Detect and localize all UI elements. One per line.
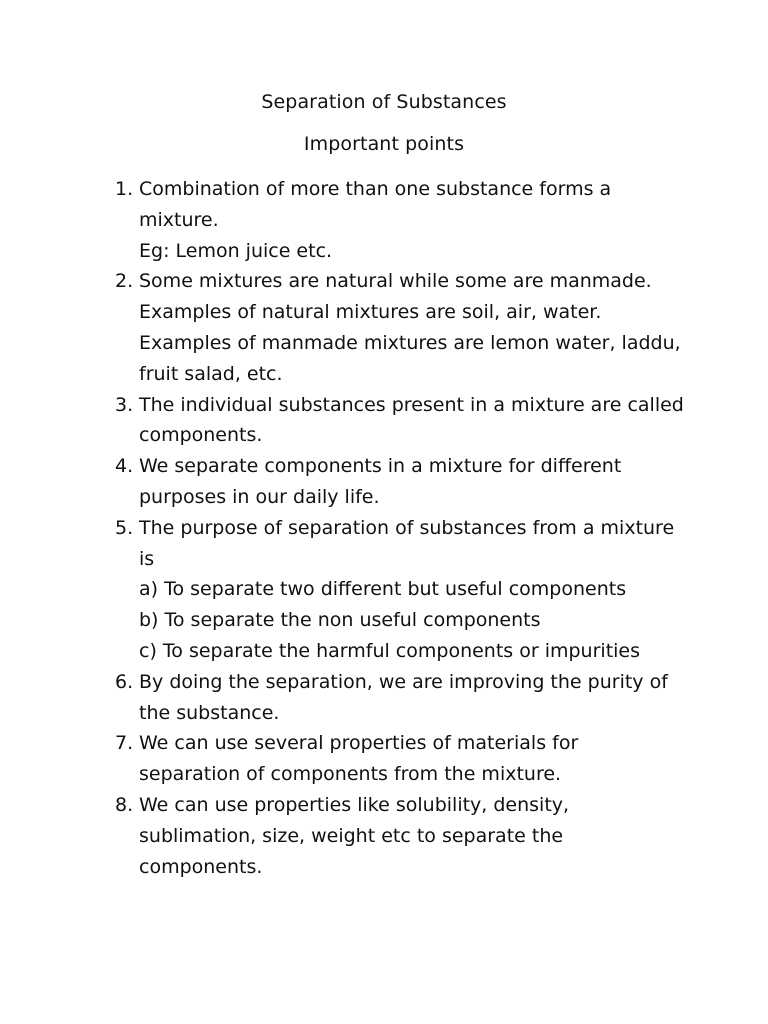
- item-text-line: By doing the separation, we are improving the purity of: [139, 670, 668, 693]
- item-text-line: We can use properties like solubility, density,: [139, 793, 570, 816]
- list-item: [115, 513, 695, 667]
- item-text-line: c) To separate the harmful components or impurities: [139, 639, 641, 662]
- item-text-line: Eg: Lemon juice etc.: [139, 239, 333, 262]
- list-item: [115, 728, 695, 790]
- item-text-line: The purpose of separation of substances from a mixture: [139, 516, 675, 539]
- list-item: [115, 390, 695, 452]
- item-number: 8.: [115, 793, 134, 816]
- item-text-line: sublimation, size, weight etc to separate the: [139, 824, 564, 847]
- item-number: 1.: [115, 178, 134, 200]
- item-number: 7.: [115, 732, 134, 755]
- item-text-line: fruit salad, etc.: [139, 362, 283, 385]
- list-item: [115, 451, 695, 513]
- item-number: 6.: [115, 670, 134, 693]
- item-text-line: Combination of more than one substance forms a: [139, 178, 612, 200]
- item-text-line: purposes in our daily life.: [139, 485, 380, 508]
- item-number: 5.: [115, 516, 134, 539]
- item-text-line: We can use several properties of materials for: [139, 732, 579, 755]
- list-item: [115, 174, 695, 266]
- document-subtitle: Important points: [303, 133, 465, 155]
- item-text-line: components.: [139, 424, 263, 447]
- item-number: 2.: [115, 270, 134, 293]
- item-text-line: Examples of manmade mixtures are lemon water, laddu,: [139, 331, 681, 354]
- item-text-line: a) To separate two different but useful components: [139, 578, 627, 601]
- points-list: [115, 174, 695, 882]
- list-item: [115, 266, 695, 389]
- item-text-line: separation of components from the mixture.: [139, 763, 562, 786]
- item-text-line: components.: [139, 855, 263, 878]
- list-item: [115, 667, 695, 729]
- item-text-line: is: [139, 547, 155, 570]
- item-text-line: b) To separate the non useful components: [139, 609, 541, 632]
- item-number: 4.: [115, 455, 134, 478]
- document-title: Separation of Substances: [261, 91, 507, 113]
- item-text-line: The individual substances present in a mixture are called: [139, 393, 684, 416]
- item-text-line: mixture.: [139, 208, 219, 231]
- item-text-line: the substance.: [139, 701, 280, 724]
- item-text-line: Some mixtures are natural while some are manmade.: [139, 270, 652, 293]
- list-item: [115, 790, 695, 882]
- item-text-line: Examples of natural mixtures are soil, air, water.: [139, 301, 602, 324]
- item-text-line: We separate components in a mixture for different: [139, 455, 622, 478]
- item-number: 3.: [115, 393, 134, 416]
